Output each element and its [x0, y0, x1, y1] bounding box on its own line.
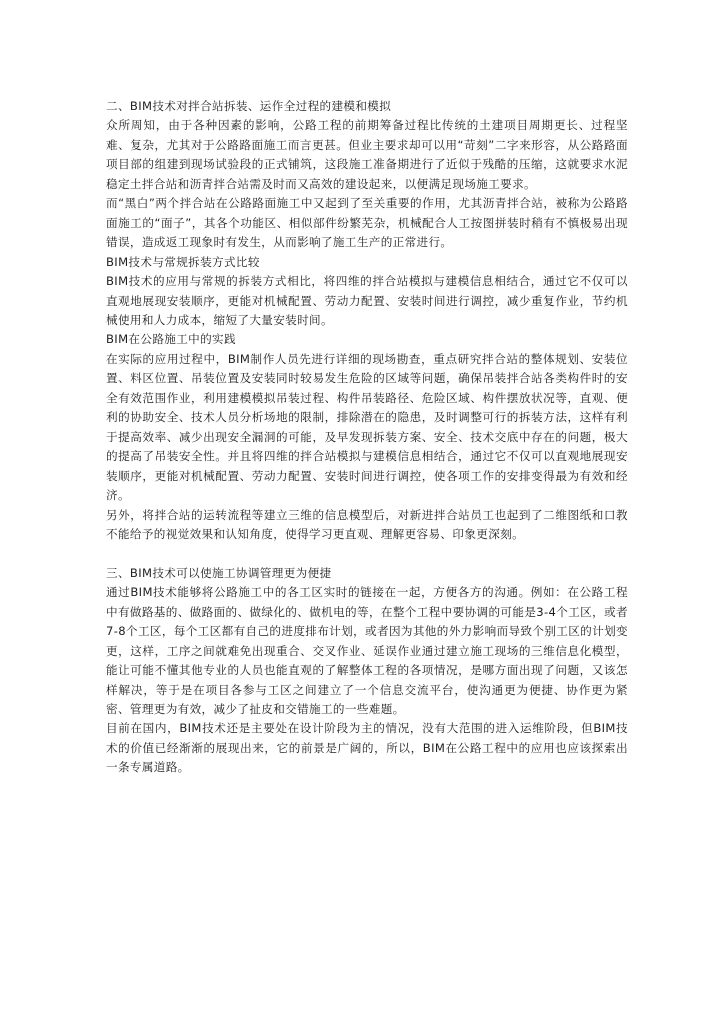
section-2-paragraph-1: 众所周知，由于各种因素的影响，公路工程的前期筹备过程比传统的土建项目周期更长、过程坚难、复杂，尤其对于公路路面施工而言更甚。但业主要求却可以用“苛刻”二字来形容，从公路路面项目部的组建到现场试验段的正式铺筑，这段施工准备期进行了近似于残酷的压缩，这就要求水泥稳定土拌合站和沥青拌合站需及时而又高效的建设起来，以便满足现场施工要求。 [106, 118, 628, 191]
section-spacer [106, 544, 628, 563]
section-3-paragraph-2: 目前在国内，BIM技术还是主要处在设计阶段为主的情况，没有大范围的进入运维阶段，但BIM技术的价值已经渐渐的展现出来，它的前景是广阔的，所以，BIM在公路工程中的应用也应该探索出一条专属道路。 [106, 721, 628, 775]
section-2-paragraph-4: 在实际的应用过程中，BIM制作人员先进行详细的现场勘查，重点研究拌合站的整体规划、安装位置、料区位置、吊装位置及安装同时较易发生危险的区域等问题，确保吊装拌合站各类构件时的安全有效范围作业，利用建模模拟吊装过程、构件吊装路径、危险区域、构件摆放状况等，直观、便利的协助安全、技术人员分析场地的限制，排除潜在的隐患，及时调整可行的拆装方法，这样有利于提高效率、减少出现安全漏洞的可能，及早发现拆装方案、安全、技术交底中存在的问题，极大的提高了吊装安全性。并且将四维的拌合站模拟与建模信息相结合，通过它不仅可以直观地展现安装顺序，更能对机械配置、劳动力配置、安装时间进行调控，使各项工作的安排变得最为有效和经济。 [106, 351, 628, 503]
section-3-paragraph-1: 通过BIM技术能够将公路施工中的各工区实时的链接在一起，方便各方的沟通。例如：在公路工程中有做路基的、做路面的、做绿化的、做机电的等，在整个工程中要协调的可能是3-4个工区，或者7-8个工区，每个工区都有自己的进度排布计划，或者因为其他的外力影响而导致个别工区的计划变更，这样，工序之间就难免出现重合、交叉作业、延误作业通过建立施工现场的三维信息化模型，能让可能不懂其他专业的人员也能直观的了解整体工程的各项情况，是哪方面出现了问题，又该怎样解决，等于是在项目各参与工区之间建立了一个信息交流平台，使沟通更为便捷、协作更为紧密、管理更为有效，减少了扯皮和交错施工的一些难题。 [106, 585, 628, 717]
section-2-paragraph-2: 而“黑白”两个拌合站在公路路面施工中又起到了至关重要的作用，尤其沥青拌合站，被称为公路路面施工的“面子”，其各个功能区、相似部件纷繁芜杂，机械配合人工按图拼装时稍有不慎极易出现错误，造成返工现象时有发生，从而影响了施工生产的正常进行。 [106, 196, 628, 250]
section-2-heading: 二、BIM技术对拌合站拆装、运作全过程的建模和模拟 [106, 99, 392, 113]
subheading-comparison: BIM技术与常规拆装方式比较 [106, 254, 260, 269]
section-3-heading: 三、BIM技术可以使施工协调管理更为便捷 [106, 565, 332, 580]
subheading-practice: BIM在公路施工中的实践 [106, 332, 236, 347]
section-2-paragraph-3: BIM技术的应用与常规的拆装方式相比，将四维的拌合站模拟与建模信息相结合，通过它不仅可以直观地展现安装顺序，更能对机械配置、劳动力配置、安装时间进行调控，减少重复作业，节约机械使用和人力成本，缩短了大量安装时间。 [106, 274, 628, 327]
document-body [106, 97, 628, 778]
section-2-paragraph-5: 另外，将拌合站的运转流程等建立三维的信息模型后，对新进拌合站员工也起到了二维图纸和口教不能给予的视觉效果和认知角度，使得学习更直观、理解更容易、印象更深刻。 [106, 507, 628, 541]
